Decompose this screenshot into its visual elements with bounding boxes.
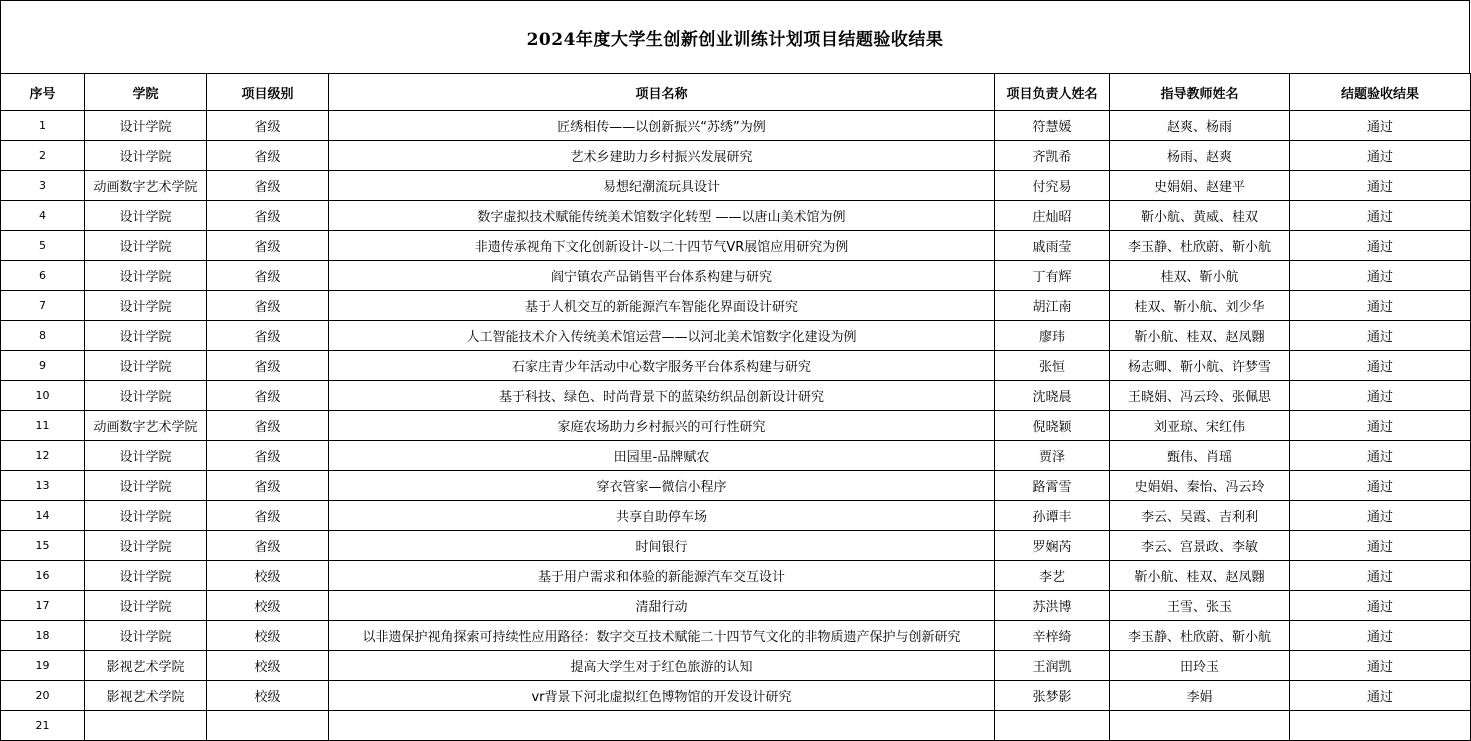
cell-college[interactable]: 动画数字艺术学院	[85, 171, 207, 201]
cell-leader[interactable]: 戚雨莹	[995, 231, 1110, 261]
results-table	[0, 73, 1471, 741]
cell-college[interactable]: 设计学院	[85, 561, 207, 591]
cell-project-name[interactable]: 阎宁镇农产品销售平台体系构建与研究	[329, 261, 995, 291]
cell-index[interactable]: 2	[1, 141, 85, 171]
cell-level[interactable]: 校级	[207, 561, 329, 591]
cell-college[interactable]: 设计学院	[85, 261, 207, 291]
table-row	[1, 231, 1471, 261]
cell-result[interactable]: 通过	[1290, 441, 1471, 471]
cell-index[interactable]: 1	[1, 111, 85, 141]
cell-result[interactable]: 通过	[1290, 591, 1471, 621]
title-cell[interactable]	[0, 0, 1470, 73]
cell-index[interactable]: 7	[1, 291, 85, 321]
cell-project-name[interactable]: 田园里-品牌赋农	[329, 441, 995, 471]
cell-advisor[interactable]: 王晓娟、冯云玲、张佩思	[1110, 381, 1290, 411]
table-row	[1, 531, 1471, 561]
cell-result[interactable]	[1290, 711, 1471, 741]
cell-college[interactable]: 设计学院	[85, 111, 207, 141]
cell-project-name[interactable]: 匠绣相传——以创新振兴“苏绣”为例	[329, 111, 995, 141]
cell-index[interactable]: 17	[1, 591, 85, 621]
cell-index[interactable]: 21	[1, 711, 85, 741]
cell-index[interactable]: 19	[1, 651, 85, 681]
table-row	[1, 171, 1471, 201]
cell-index[interactable]: 3	[1, 171, 85, 201]
cell-level[interactable]: 校级	[207, 591, 329, 621]
header-leader[interactable]: 项目负责人姓名	[995, 74, 1110, 111]
cell-college[interactable]: 设计学院	[85, 471, 207, 501]
cell-leader[interactable]: 齐凯希	[995, 141, 1110, 171]
table-row	[1, 441, 1471, 471]
cell-level[interactable]: 省级	[207, 201, 329, 231]
cell-leader[interactable]: 辛梓绮	[995, 621, 1110, 651]
cell-advisor[interactable]: 李玉静、杜欣蔚、靳小航	[1110, 621, 1290, 651]
cell-advisor[interactable]: 赵爽、杨雨	[1110, 111, 1290, 141]
cell-index[interactable]: 16	[1, 561, 85, 591]
cell-project-name[interactable]: vr背景下河北虚拟红色博物馆的开发设计研究	[329, 681, 995, 711]
cell-result[interactable]: 通过	[1290, 381, 1471, 411]
cell-leader[interactable]: 廖玮	[995, 321, 1110, 351]
cell-advisor[interactable]: 桂双、靳小航、刘少华	[1110, 291, 1290, 321]
cell-index[interactable]: 18	[1, 621, 85, 651]
cell-project-name[interactable]: 以非遗保护视角探索可持续性应用路径：数字交互技术赋能二十四节气文化的非物质遗产保护与创新研究	[329, 621, 995, 651]
table-row	[1, 651, 1471, 681]
cell-level[interactable]: 省级	[207, 381, 329, 411]
cell-project-name[interactable]: 家庭农场助力乡村振兴的可行性研究	[329, 411, 995, 441]
cell-result[interactable]: 通过	[1290, 651, 1471, 681]
cell-leader[interactable]: 苏洪博	[995, 591, 1110, 621]
cell-result[interactable]: 通过	[1290, 621, 1471, 651]
header-index[interactable]: 序号	[1, 74, 85, 111]
cell-project-name[interactable]: 人工智能技术介入传统美术馆运营——以河北美术馆数字化建设为例	[329, 321, 995, 351]
cell-result[interactable]: 通过	[1290, 351, 1471, 381]
cell-college[interactable]: 影视艺术学院	[85, 651, 207, 681]
cell-college[interactable]: 设计学院	[85, 141, 207, 171]
cell-index[interactable]: 5	[1, 231, 85, 261]
cell-project-name[interactable]	[329, 711, 995, 741]
cell-college[interactable]: 设计学院	[85, 621, 207, 651]
header-level[interactable]: 项目级别	[207, 74, 329, 111]
cell-level[interactable]: 省级	[207, 141, 329, 171]
cell-level[interactable]: 省级	[207, 231, 329, 261]
cell-advisor[interactable]: 桂双、靳小航	[1110, 261, 1290, 291]
cell-level[interactable]: 省级	[207, 261, 329, 291]
table-row	[1, 621, 1471, 651]
cell-index[interactable]: 14	[1, 501, 85, 531]
cell-advisor[interactable]: 靳小航、黄威、桂双	[1110, 201, 1290, 231]
cell-advisor[interactable]: 李娟	[1110, 681, 1290, 711]
table-row	[1, 111, 1471, 141]
cell-college[interactable]: 设计学院	[85, 591, 207, 621]
cell-level[interactable]: 校级	[207, 681, 329, 711]
table-row	[1, 681, 1471, 711]
cell-result[interactable]: 通过	[1290, 681, 1471, 711]
cell-college[interactable]: 设计学院	[85, 321, 207, 351]
cell-index[interactable]: 20	[1, 681, 85, 711]
table-row	[1, 381, 1471, 411]
table-row	[1, 711, 1471, 741]
cell-advisor[interactable]: 刘亚琼、宋红伟	[1110, 411, 1290, 441]
cell-level[interactable]: 省级	[207, 111, 329, 141]
page-title: 2024年度大学生创新创业训练计划项目结题验收结果	[526, 29, 944, 50]
cell-result[interactable]: 通过	[1290, 171, 1471, 201]
cell-result[interactable]: 通过	[1290, 201, 1471, 231]
cell-advisor[interactable]: 王雪、张玉	[1110, 591, 1290, 621]
cell-advisor[interactable]: 田玲玉	[1110, 651, 1290, 681]
cell-index[interactable]: 9	[1, 351, 85, 381]
table-row	[1, 561, 1471, 591]
cell-advisor[interactable]: 甄伟、肖瑶	[1110, 441, 1290, 471]
table-body	[1, 111, 1471, 741]
cell-leader[interactable]: 张梦影	[995, 681, 1110, 711]
cell-index[interactable]: 13	[1, 471, 85, 501]
cell-college[interactable]: 设计学院	[85, 441, 207, 471]
cell-index[interactable]: 4	[1, 201, 85, 231]
cell-advisor[interactable]: 李玉静、杜欣蔚、靳小航	[1110, 231, 1290, 261]
cell-leader[interactable]: 庄灿昭	[995, 201, 1110, 231]
cell-leader[interactable]: 胡江南	[995, 291, 1110, 321]
cell-result[interactable]: 通过	[1290, 291, 1471, 321]
cell-project-name[interactable]: 石家庄青少年活动中心数字服务平台体系构建与研究	[329, 351, 995, 381]
cell-leader[interactable]: 罗娴芮	[995, 531, 1110, 561]
table-row	[1, 591, 1471, 621]
table-row	[1, 411, 1471, 441]
cell-result[interactable]: 通过	[1290, 141, 1471, 171]
cell-index[interactable]: 11	[1, 411, 85, 441]
table-row	[1, 261, 1471, 291]
cell-result[interactable]: 通过	[1290, 411, 1471, 441]
cell-advisor[interactable]: 史娟娟、赵建平	[1110, 171, 1290, 201]
cell-college[interactable]: 设计学院	[85, 291, 207, 321]
cell-leader[interactable]: 贾泽	[995, 441, 1110, 471]
cell-leader[interactable]: 倪晓颖	[995, 411, 1110, 441]
cell-index[interactable]: 10	[1, 381, 85, 411]
header-college[interactable]: 学院	[85, 74, 207, 111]
cell-college[interactable]: 设计学院	[85, 531, 207, 561]
cell-level[interactable]: 省级	[207, 321, 329, 351]
cell-index[interactable]: 12	[1, 441, 85, 471]
cell-project-name[interactable]: 穿衣管家—微信小程序	[329, 471, 995, 501]
cell-leader[interactable]: 李艺	[995, 561, 1110, 591]
cell-college[interactable]: 设计学院	[85, 501, 207, 531]
cell-project-name[interactable]: 基于用户需求和体验的新能源汽车交互设计	[329, 561, 995, 591]
cell-result[interactable]: 通过	[1290, 261, 1471, 291]
table-row	[1, 321, 1471, 351]
cell-college[interactable]	[85, 711, 207, 741]
cell-advisor[interactable]	[1110, 711, 1290, 741]
cell-leader[interactable]: 沈晓晨	[995, 381, 1110, 411]
cell-project-name[interactable]: 非遗传承视角下文化创新设计-以二十四节气VR展馆应用研究为例	[329, 231, 995, 261]
cell-leader[interactable]: 王润凯	[995, 651, 1110, 681]
cell-project-name[interactable]: 共享自助停车场	[329, 501, 995, 531]
cell-result[interactable]: 通过	[1290, 321, 1471, 351]
cell-index[interactable]: 6	[1, 261, 85, 291]
cell-project-name[interactable]: 基于科技、绿色、时尚背景下的蓝染纺织品创新设计研究	[329, 381, 995, 411]
cell-project-name[interactable]: 时间银行	[329, 531, 995, 561]
cell-level[interactable]: 校级	[207, 651, 329, 681]
cell-project-name[interactable]: 提高大学生对于红色旅游的认知	[329, 651, 995, 681]
cell-result[interactable]: 通过	[1290, 501, 1471, 531]
cell-advisor[interactable]: 靳小航、桂双、赵凤翾	[1110, 561, 1290, 591]
header-project-name[interactable]: 项目名称	[329, 74, 995, 111]
cell-college[interactable]: 设计学院	[85, 351, 207, 381]
header-advisor[interactable]: 指导教师姓名	[1110, 74, 1290, 111]
table-row	[1, 351, 1471, 381]
cell-leader[interactable]: 付究易	[995, 171, 1110, 201]
cell-level[interactable]	[207, 711, 329, 741]
cell-advisor[interactable]: 杨志卿、靳小航、许梦雪	[1110, 351, 1290, 381]
cell-result[interactable]: 通过	[1290, 531, 1471, 561]
cell-level[interactable]: 省级	[207, 291, 329, 321]
cell-result[interactable]: 通过	[1290, 471, 1471, 501]
cell-advisor[interactable]: 李云、吴霞、吉利利	[1110, 501, 1290, 531]
cell-advisor[interactable]: 史娟娟、秦怡、冯云玲	[1110, 471, 1290, 501]
cell-index[interactable]: 15	[1, 531, 85, 561]
table-row	[1, 201, 1471, 231]
cell-project-name[interactable]: 数字虚拟技术赋能传统美术馆数字化转型 ——以唐山美术馆为例	[329, 201, 995, 231]
cell-result[interactable]: 通过	[1290, 561, 1471, 591]
header-row	[1, 74, 1471, 111]
cell-level[interactable]: 省级	[207, 351, 329, 381]
cell-college[interactable]: 设计学院	[85, 201, 207, 231]
cell-level[interactable]: 省级	[207, 441, 329, 471]
header-result[interactable]: 结题验收结果	[1290, 74, 1471, 111]
cell-college[interactable]: 设计学院	[85, 231, 207, 261]
cell-index[interactable]: 8	[1, 321, 85, 351]
cell-level[interactable]: 省级	[207, 171, 329, 201]
cell-project-name[interactable]: 基于人机交互的新能源汽车智能化界面设计研究	[329, 291, 995, 321]
cell-level[interactable]: 省级	[207, 531, 329, 561]
cell-result[interactable]: 通过	[1290, 111, 1471, 141]
cell-advisor[interactable]: 杨雨、赵爽	[1110, 141, 1290, 171]
cell-leader[interactable]	[995, 711, 1110, 741]
cell-result[interactable]: 通过	[1290, 231, 1471, 261]
cell-college[interactable]: 影视艺术学院	[85, 681, 207, 711]
cell-project-name[interactable]: 易想纪潮流玩具设计	[329, 171, 995, 201]
cell-level[interactable]: 省级	[207, 411, 329, 441]
table-row	[1, 471, 1471, 501]
cell-project-name[interactable]: 清甜行动	[329, 591, 995, 621]
cell-leader[interactable]: 张恒	[995, 351, 1110, 381]
cell-advisor[interactable]: 靳小航、桂双、赵凤翾	[1110, 321, 1290, 351]
cell-leader[interactable]: 孙谭丰	[995, 501, 1110, 531]
table-row	[1, 291, 1471, 321]
cell-leader[interactable]: 符慧媛	[995, 111, 1110, 141]
cell-advisor[interactable]: 李云、宫景政、李敏	[1110, 531, 1290, 561]
cell-college[interactable]: 设计学院	[85, 381, 207, 411]
cell-college[interactable]: 动画数字艺术学院	[85, 411, 207, 441]
cell-leader[interactable]: 丁有辉	[995, 261, 1110, 291]
cell-level[interactable]: 校级	[207, 621, 329, 651]
cell-project-name[interactable]: 艺术乡建助力乡村振兴发展研究	[329, 141, 995, 171]
cell-level[interactable]: 省级	[207, 501, 329, 531]
cell-leader[interactable]: 路霄雪	[995, 471, 1110, 501]
table-row	[1, 501, 1471, 531]
cell-level[interactable]: 省级	[207, 471, 329, 501]
table-row	[1, 141, 1471, 171]
